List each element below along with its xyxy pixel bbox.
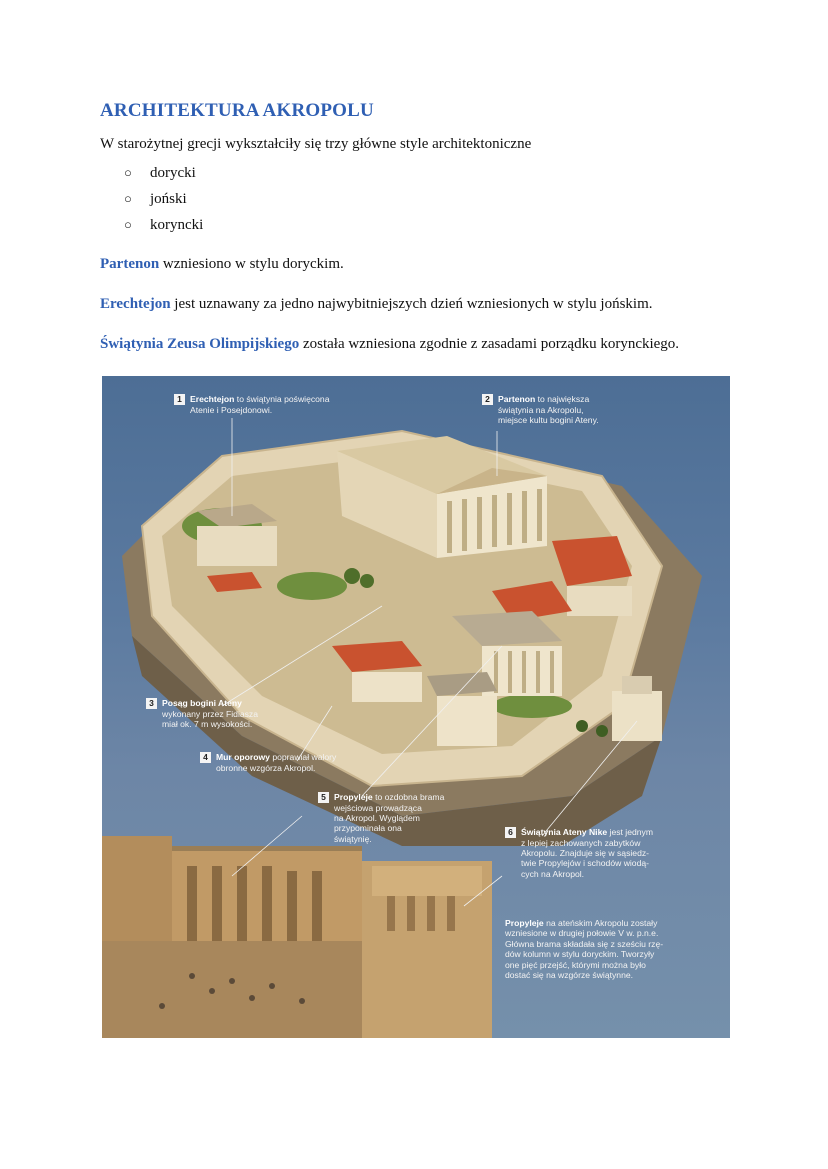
callout-number: 4	[200, 752, 211, 763]
callout-text: wejściowa prowadząca	[334, 803, 422, 813]
callout-parthenon	[482, 394, 652, 425]
callout-text: Atenie i Posejdonowi.	[190, 405, 273, 415]
caption-text: Główna brama składała się z sześciu rzę-	[505, 938, 664, 949]
callout-athena-statue	[146, 698, 286, 729]
callout-number: 5	[318, 792, 329, 803]
callout-text: cych na Akropol.	[521, 868, 585, 879]
acropolis-illustration	[102, 376, 730, 1038]
list-item	[124, 160, 203, 186]
paragraph-parthenon	[100, 256, 344, 273]
highlight-term: Świątynia Zeusa Olimpijskiego	[100, 336, 300, 352]
callout-retaining-wall	[200, 752, 370, 773]
caption-text: na ateńskim Akropolu zostały	[543, 918, 658, 928]
list-item-label: joński	[150, 190, 187, 207]
callout-text: obronne wzgórza Akropol.	[216, 763, 316, 773]
list-item-label: koryncki	[150, 216, 204, 233]
caption-text: wzniesione w drugiej połowie V w. p.n.e.	[505, 928, 659, 939]
paragraph-erechtheion	[100, 296, 653, 313]
list-item-label: dorycki	[150, 164, 196, 181]
callout-text: wykonany przez Fidiasza	[162, 709, 259, 719]
callout-erechtheion	[174, 394, 374, 415]
callout-heading: Posąg bogini Ateny	[162, 698, 242, 708]
caption-heading: Propyleje	[505, 918, 544, 928]
callout-text: przypominała ona	[334, 823, 402, 834]
callout-text: to największa	[535, 394, 590, 404]
callout-text: jest jednym	[607, 827, 653, 837]
callout-heading: Mur oporowy	[216, 752, 270, 762]
highlight-term: Erechtejon	[100, 296, 171, 312]
callout-text: na Akropol. Wyglądem	[334, 813, 420, 824]
callout-text: z lepiej zachowanych zabytków	[521, 838, 641, 848]
callout-number: 6	[505, 827, 516, 838]
intro-text: W starożytnej grecji wykształciły się trzy główne style architektoniczne	[100, 136, 532, 152]
callout-text: świątynia na Akropolu,	[498, 405, 584, 415]
bullet-circle-icon: ○	[124, 165, 132, 180]
bullet-circle-icon: ○	[124, 191, 132, 206]
bullet-circle-icon: ○	[124, 217, 132, 232]
caption-text: one pięć przejść, którymi można było	[505, 959, 646, 970]
list-item	[124, 186, 203, 212]
callout-text: świątynię.	[334, 833, 372, 844]
propylaea-caption	[505, 918, 705, 980]
callout-text: miał ok. 7 m wysokości.	[162, 719, 253, 730]
callout-heading: Propyleje	[334, 792, 373, 802]
callout-number: 1	[174, 394, 185, 405]
paragraph-text: została wzniesiona zgodnie z zasadami porządku korynckiego.	[299, 336, 680, 352]
paragraph-zeus-temple	[100, 336, 679, 353]
styles-list	[124, 160, 203, 238]
callout-heading: Partenon	[498, 394, 536, 404]
callout-heading: Erechtejon	[190, 394, 235, 404]
paragraph-text: wzniesiono w stylu doryckim.	[159, 256, 344, 272]
page-title: ARCHITEKTURA AKROPOLU	[100, 100, 374, 121]
callout-text: poprawiał walory	[269, 752, 337, 762]
callout-athena-nike	[505, 827, 675, 879]
callout-text: miejsce kultu bogini Ateny.	[498, 415, 599, 426]
callout-text: twie Propylejów i schodów wiodą-	[521, 858, 650, 869]
list-item	[124, 212, 203, 238]
callout-text: to świątynia poświęcona	[234, 394, 330, 404]
callout-text: Akropolu. Znajduje się w sąsiedz-	[521, 848, 650, 859]
highlight-term: Partenon	[100, 256, 160, 272]
caption-text: dów kolumn w stylu doryckim. Tworzyły	[505, 949, 655, 960]
paragraph-text: jest uznawany za jedno najwybitniejszych dzień wzniesionych w stylu jońskim.	[170, 296, 653, 312]
callout-number: 2	[482, 394, 493, 405]
callout-number: 3	[146, 698, 157, 709]
callout-text: to ozdobna brama	[372, 792, 445, 802]
callout-heading: Świątynia Ateny Nike	[521, 827, 608, 837]
caption-text: dostać się na wzgórze świątynne.	[505, 970, 634, 981]
callout-propylaea	[318, 792, 468, 844]
